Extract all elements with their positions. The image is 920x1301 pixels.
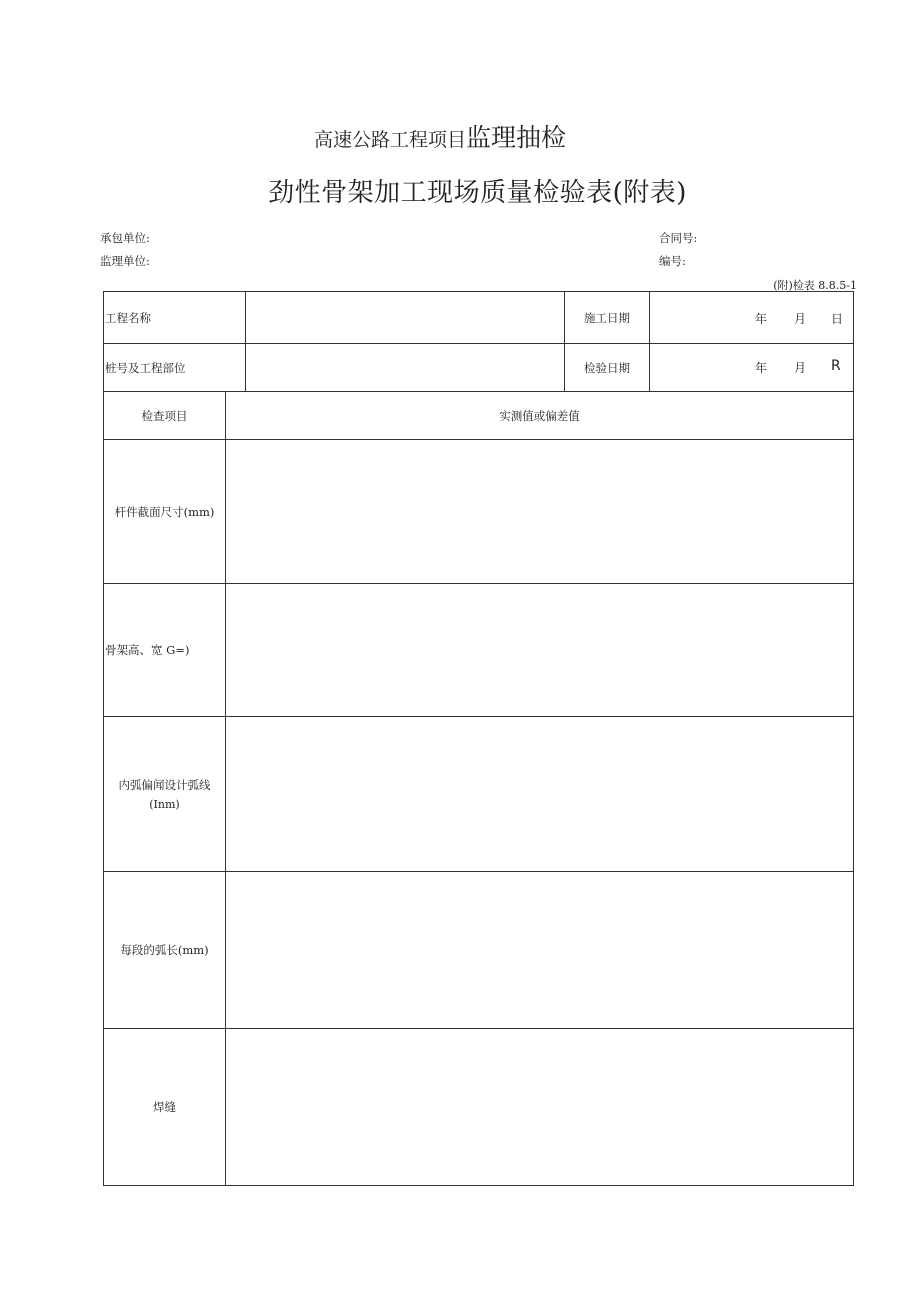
item-label: 每段的弧长(mm) (120, 943, 209, 957)
item-label: 内弧偏闻设计弧线 (118, 778, 211, 792)
form-title: 劲性骨架加工现场质量检验表(附表) (268, 178, 687, 208)
form-number: (附)检表 8.8.5-1 (773, 279, 857, 292)
project-name-label: 工程名称 (105, 310, 151, 325)
inspection-month: 月 (794, 361, 807, 375)
contractor-label: 承包单位: (100, 231, 150, 245)
construction-month: 月 (794, 312, 807, 326)
value-weld[interactable] (226, 1029, 853, 1185)
inspection-year: 年 (755, 361, 768, 375)
inspection-table (103, 291, 854, 1186)
contract-no-label: 合同号: (659, 231, 698, 245)
value-frame-height-width[interactable] (226, 584, 853, 716)
inspection-date-field[interactable] (650, 344, 853, 391)
col-header-item: 检查项目 (141, 408, 188, 423)
value-arc-deviation[interactable] (226, 717, 853, 871)
construction-date-field[interactable] (650, 292, 853, 343)
construction-date-label: 施工日期 (584, 310, 630, 325)
station-location-label: 桩号及工程部位 (105, 360, 186, 375)
construction-year: 年 (755, 312, 768, 326)
project-title (0, 118, 880, 154)
item-arc-deviation (104, 717, 225, 871)
inspection-date-label: 检验日期 (584, 360, 630, 375)
item-label: 骨架高、宽 G=) (105, 643, 190, 657)
station-location-field[interactable] (246, 344, 564, 391)
value-member-section[interactable] (226, 440, 853, 583)
item-weld (104, 1029, 225, 1185)
project-title-main: 监理抽检 (466, 123, 567, 152)
item-member-section (104, 440, 225, 583)
item-unit: (Inm) (149, 798, 180, 811)
item-frame-height-width (105, 584, 225, 716)
construction-day: 日 (831, 312, 844, 326)
supervisor-label: 监理单位: (100, 254, 150, 268)
number-label: 编号: (659, 254, 686, 268)
item-segment-arc-length (104, 872, 225, 1028)
inspection-day: R (831, 358, 841, 374)
item-label: 杆件截面尺寸(mm) (114, 504, 215, 519)
project-name-field[interactable] (246, 292, 564, 343)
value-segment-arc-length[interactable] (226, 872, 853, 1028)
col-header-value: 实测值或偏差值 (499, 408, 580, 423)
item-label: 焊缝 (153, 1100, 176, 1114)
project-title-prefix: 高速公路工程项目 (313, 129, 466, 151)
